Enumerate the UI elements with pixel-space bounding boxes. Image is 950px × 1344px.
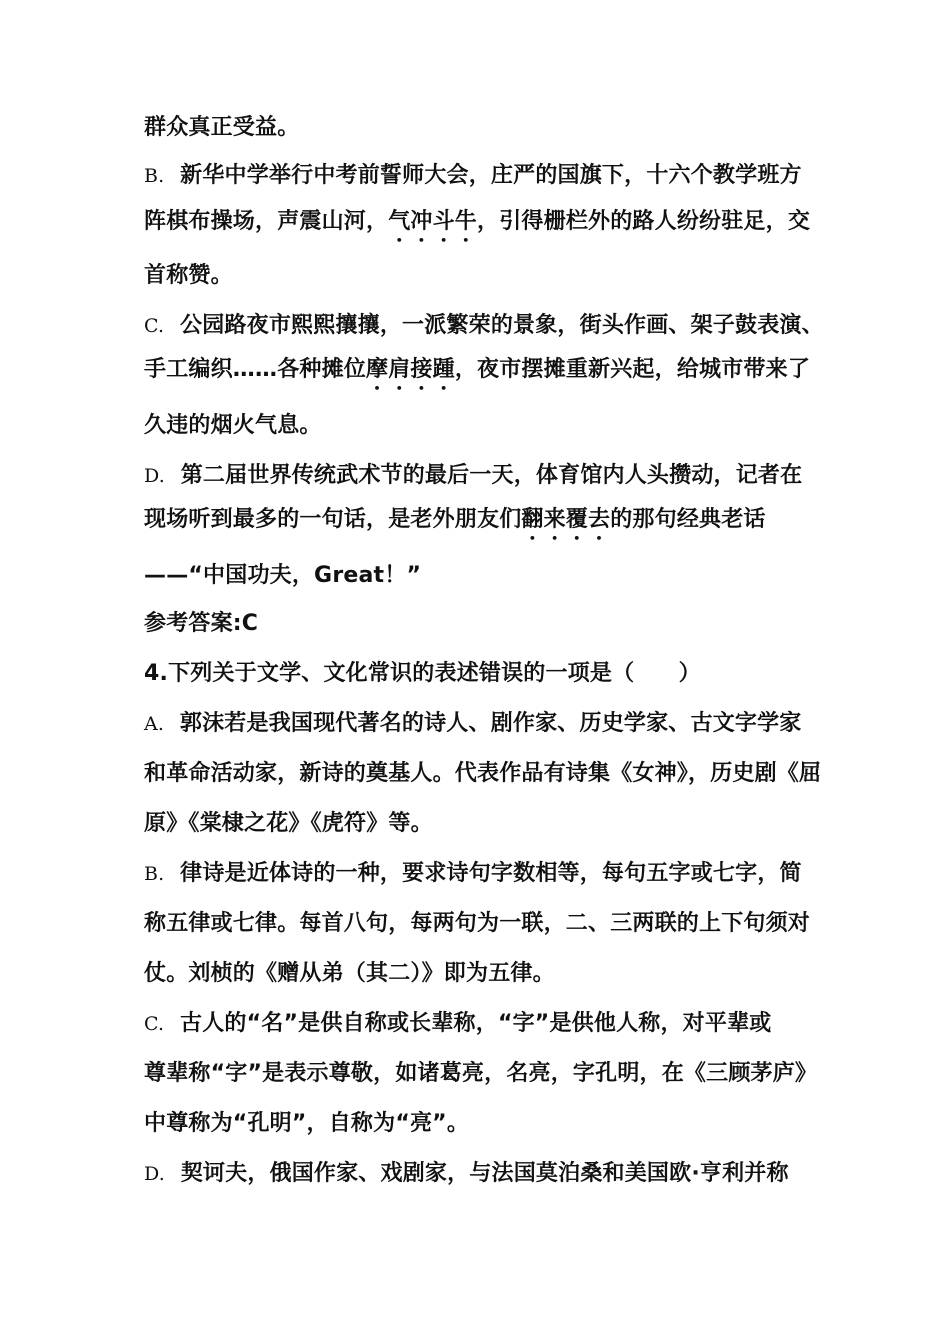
option-text: ，夜市摆摊重新兴起，给城市带来了 bbox=[454, 357, 811, 382]
option-text: 现场听到最多的一句话，是老外朋友们 bbox=[144, 507, 522, 532]
option-label: B. bbox=[144, 863, 165, 885]
prev-option-b-line1 bbox=[144, 158, 824, 194]
option-text: 和革命活动家，新诗的奠基人。代表作品有诗集《女神》，历史剧《屈 bbox=[144, 761, 822, 786]
option-text: 第二届世界传统武术节的最后一天，体育馆内人头攒动，记者在 bbox=[180, 463, 803, 488]
option-text: 仗。刘桢的《赠从弟（其二）》即为五律。 bbox=[144, 961, 555, 986]
option-text: 的那句经典老话 bbox=[610, 507, 766, 532]
q4-option-a-line1 bbox=[144, 706, 824, 742]
question-stem-text: 4.下列关于文学、文化常识的表述错误的一项是（ ） bbox=[144, 661, 701, 686]
q4-option-d-line1 bbox=[144, 1156, 824, 1192]
option-text: 久违的烟火气息。 bbox=[144, 413, 322, 438]
option-text: 古人的“名”是供自称或长辈称，“字”是供他人称，对平辈或 bbox=[180, 1011, 772, 1036]
q4-option-b-line1 bbox=[144, 856, 824, 892]
option-label: B. bbox=[144, 165, 165, 187]
option-text: ，引得栅栏外的路人纷纷驻足，交 bbox=[477, 209, 811, 234]
option-text: ——“中国功夫，Great！” bbox=[144, 563, 422, 588]
emphasized-idiom: 气冲斗牛 bbox=[388, 209, 478, 234]
option-label: C. bbox=[144, 315, 165, 337]
prev-option-d-line3 bbox=[144, 558, 824, 594]
q4-option-c-line2 bbox=[144, 1056, 824, 1092]
option-a-tail-text: 群众真正受益。 bbox=[144, 115, 300, 140]
emphasized-idiom: 翻来覆去 bbox=[521, 507, 611, 532]
option-text: 手工编织……各种摊位 bbox=[144, 357, 367, 382]
option-text: 律诗是近体诗的一种，要求诗句字数相等，每句五字或七字，简 bbox=[180, 861, 802, 886]
option-text: 阵棋布操场，声震山河， bbox=[144, 209, 389, 234]
option-text: 新华中学举行中考前誓师大会，庄严的国旗下，十六个教学班方 bbox=[180, 163, 802, 188]
option-label: D. bbox=[144, 1163, 165, 1185]
option-text: 原》《棠棣之花》《虎符》等。 bbox=[144, 811, 433, 836]
option-text: 契诃夫，俄国作家、戏剧家，与法国莫泊桑和美国欧·亨利并称 bbox=[180, 1161, 789, 1186]
option-label: C. bbox=[144, 1013, 165, 1035]
option-text: 公园路夜市熙熙攘攘，一派繁荣的景象，街头作画、架子鼓表演、 bbox=[180, 313, 824, 338]
prev-option-b-line2 bbox=[144, 204, 824, 240]
question-4-stem bbox=[144, 656, 824, 692]
option-text: 郭沫若是我国现代著名的诗人、剧作家、历史学家、古文字学家 bbox=[179, 711, 802, 736]
q4-option-b-line2 bbox=[144, 906, 824, 942]
answer-text: 参考答案:C bbox=[144, 611, 259, 636]
option-text: 尊辈称“字”是表示尊敬，如诸葛亮，名亮，字孔明，在《三顾茅庐》 bbox=[144, 1061, 818, 1086]
option-text: 中尊称为“孔明”，自称为“亮”。 bbox=[144, 1111, 470, 1136]
emphasized-idiom: 摩肩接踵 bbox=[366, 357, 455, 382]
option-a-tail bbox=[144, 110, 824, 146]
prev-option-d-line2 bbox=[144, 502, 824, 538]
option-text: 称五律或七律。每首八句，每两句为一联，二、三两联的上下句须对 bbox=[144, 911, 811, 936]
option-label: D. bbox=[144, 465, 165, 487]
prev-option-c-line3 bbox=[144, 408, 824, 444]
answer-line bbox=[144, 606, 824, 642]
q4-option-c-line3 bbox=[144, 1106, 824, 1142]
prev-option-d-line1 bbox=[144, 458, 824, 494]
q4-option-a-line3 bbox=[144, 806, 824, 842]
prev-option-c-line2 bbox=[144, 352, 824, 388]
option-label: A. bbox=[144, 713, 165, 735]
q4-option-c-line1 bbox=[144, 1006, 824, 1042]
q4-option-b-line3 bbox=[144, 956, 824, 992]
q4-option-a-line2 bbox=[144, 756, 824, 792]
option-text: 首称赞。 bbox=[144, 263, 233, 288]
prev-option-b-line3 bbox=[144, 258, 824, 294]
prev-option-c-line1 bbox=[144, 308, 824, 344]
